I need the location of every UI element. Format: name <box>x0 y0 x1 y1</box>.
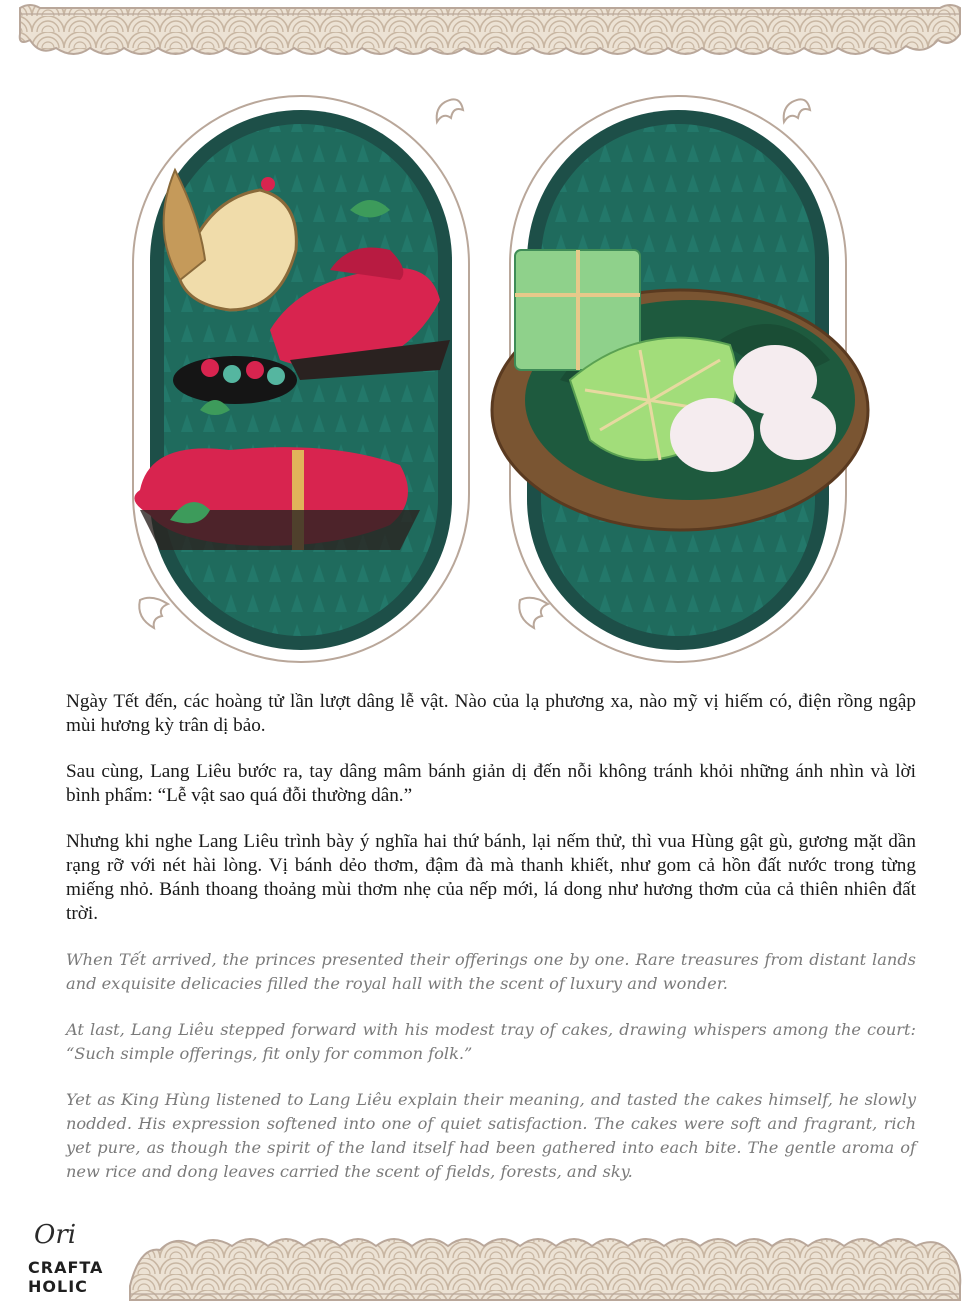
bottom-scallop-border <box>0 1226 980 1307</box>
vi-paragraph: Nhưng khi nghe Lang Liêu trình bày ý nghĩa hai thứ bánh, lại nếm thử, thì vua Hùng gật gù, gương mặt dần rạng rỡ với nét hài lòng. Vị bánh dẻo thơm, đậm đà mà thanh khiết, như gom cả hồn đất nước trong từng miếng nhỏ. Bánh thoang thoảng mùi thơm nhẹ của nếp mới, lá dong như hương thơm của cả thiên nhiên đất trời. <box>66 831 916 924</box>
story-text <box>66 690 916 1206</box>
logo-script: Ori <box>34 1220 77 1250</box>
vi-paragraph: Ngày Tết đến, các hoàng tử lần lượt dâng lễ vật. Nào của lạ phương xa, nào mỹ vị hiếm có, điện rồng ngập mùi hương kỳ trân dị bảo. <box>66 691 916 736</box>
en-paragraph: When Tết arrived, the princes presented their offerings one by one. Rare treasures from distant lands and exquisite delicacies filled the royal hall with the scent of luxury and wonder. <box>66 950 916 993</box>
top-scallop-border <box>0 0 980 64</box>
logo-line-1: CRAFTA <box>28 1258 104 1277</box>
en-paragraph: At last, Lang Liêu stepped forward with his modest tray of cakes, drawing whispers among the court: “Such simple offerings, fit only for common folk.” <box>66 1020 916 1063</box>
rice-cakes-basket-icon <box>492 96 868 662</box>
en-paragraph: Yet as King Hùng listened to Lang Liêu explain their meaning, and tasted the cakes himself, he slowly nodded. His expression softened into one of quiet satisfaction. The cakes were soft and fragrant, rich yet pure, as though the spirit of the land itself had been gathered into each bite. The gentle aroma of new rice and dong leaves carried the scent of fields, forests, and sky. <box>66 1090 916 1181</box>
vi-paragraph: Sau cùng, Lang Liêu bước ra, tay dâng mâm bánh giản dị đến nỗi không tránh khỏi những ánh nhìn và lời bình phẩm: “Lễ vật sao quá đỗi thường dân.” <box>66 761 916 806</box>
logo-line-2: HOLIC <box>28 1277 88 1296</box>
vietnamese-text <box>66 690 916 926</box>
illustration-panels <box>0 80 980 670</box>
brand-logo <box>28 1220 124 1300</box>
english-text <box>66 948 916 1184</box>
offerings-plate-icon <box>133 96 469 662</box>
